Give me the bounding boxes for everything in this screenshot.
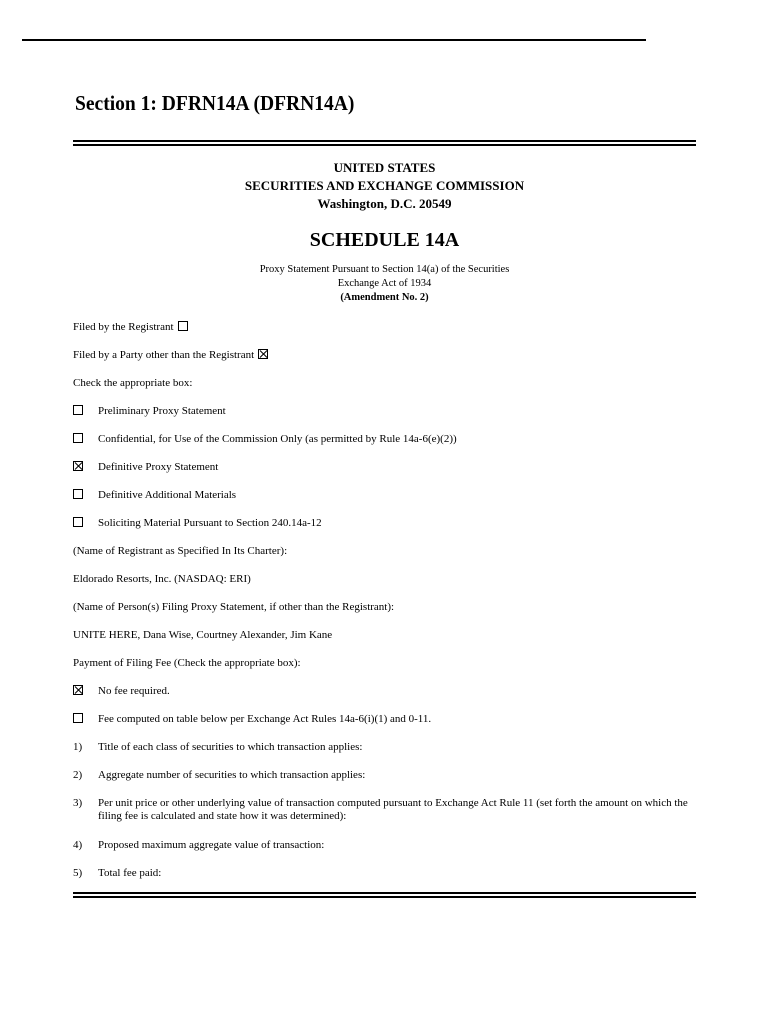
schedule-title: SCHEDULE 14A [309, 229, 460, 251]
fee-computed-checkbox[interactable] [73, 713, 83, 723]
no-fee-checkbox[interactable] [73, 685, 83, 695]
soliciting-material-label: Soliciting Material Pursuant to Section 240.14a-12 [98, 517, 322, 529]
exchange-act-subtitle: Exchange Act of 1934 [337, 278, 432, 289]
preliminary-proxy-checkbox[interactable] [73, 405, 83, 415]
filed-by-registrant-label: Filed by the Registrant [73, 321, 174, 333]
fee-item-1-number: 1) [73, 741, 83, 753]
header-country: UNITED STATES [333, 160, 436, 175]
filed-by-registrant-row [73, 321, 188, 334]
additional-materials-label: Definitive Additional Materials [98, 489, 237, 501]
top-divider [22, 39, 646, 41]
proxy-statement-subtitle: Proxy Statement Pursuant to Section 14(a) of the Securities [259, 264, 510, 275]
check-box-instruction: Check the appropriate box: [73, 377, 193, 389]
filed-by-other-label: Filed by a Party other than the Registrant [73, 349, 255, 361]
filer-name-label: (Name of Person(s) Filing Proxy Statement, if other than the Registrant): [73, 601, 395, 613]
section-title: Section 1: DFRN14A (DFRN14A) [75, 91, 355, 115]
fee-item-3-number: 3) [73, 797, 83, 809]
amendment-label: (Amendment No. 2) [340, 292, 429, 303]
header-double-rule [73, 140, 696, 146]
fee-item-1-text: Title of each class of securities to which transaction applies: [98, 741, 363, 753]
sec-header [73, 160, 696, 310]
soliciting-material-checkbox[interactable] [73, 517, 83, 527]
fee-item-5-text: Total fee paid: [98, 867, 162, 879]
filed-by-registrant-checkbox[interactable] [178, 321, 188, 331]
filer-name: UNITE HERE, Dana Wise, Courtney Alexander, Jim Kane [73, 629, 333, 641]
header-commission: SECURITIES AND EXCHANGE COMMISSION [244, 178, 525, 193]
fee-item-2-text: Aggregate number of securities to which transaction applies: [98, 769, 366, 781]
registrant-name-label: (Name of Registrant as Specified In Its Charter): [73, 545, 288, 557]
payment-label: Payment of Filing Fee (Check the appropriate box): [73, 657, 301, 669]
confidential-checkbox[interactable] [73, 433, 83, 443]
header-address: Washington, D.C. 20549 [317, 196, 452, 211]
footer-double-rule [73, 892, 696, 898]
no-fee-label: No fee required. [98, 685, 170, 697]
fee-item-4-number: 4) [73, 839, 83, 851]
fee-item-4-text: Proposed maximum aggregate value of transaction: [98, 839, 325, 851]
registrant-name: Eldorado Resorts, Inc. (NASDAQ: ERI) [73, 573, 251, 585]
fee-item-3-text: Per unit price or other underlying value of transaction computed pursuant to Exchange Act Rule 11 (set forth the amount on which the filing fee is calculated and state how it was determined): [98, 797, 688, 822]
fee-item-5-number: 5) [73, 867, 83, 879]
fee-computed-label: Fee computed on table below per Exchange Act Rules 14a-6(i)(1) and 0-11. [98, 713, 432, 725]
preliminary-proxy-label: Preliminary Proxy Statement [98, 405, 226, 417]
definitive-proxy-checkbox[interactable] [73, 461, 83, 471]
filed-by-other-checkbox[interactable] [258, 349, 268, 359]
confidential-label: Confidential, for Use of the Commission Only (as permitted by Rule 14a-6(e)(2)) [98, 433, 457, 445]
definitive-proxy-label: Definitive Proxy Statement [98, 461, 219, 473]
filed-by-other-row [73, 349, 268, 362]
additional-materials-checkbox[interactable] [73, 489, 83, 499]
fee-item-2-number: 2) [73, 769, 83, 781]
